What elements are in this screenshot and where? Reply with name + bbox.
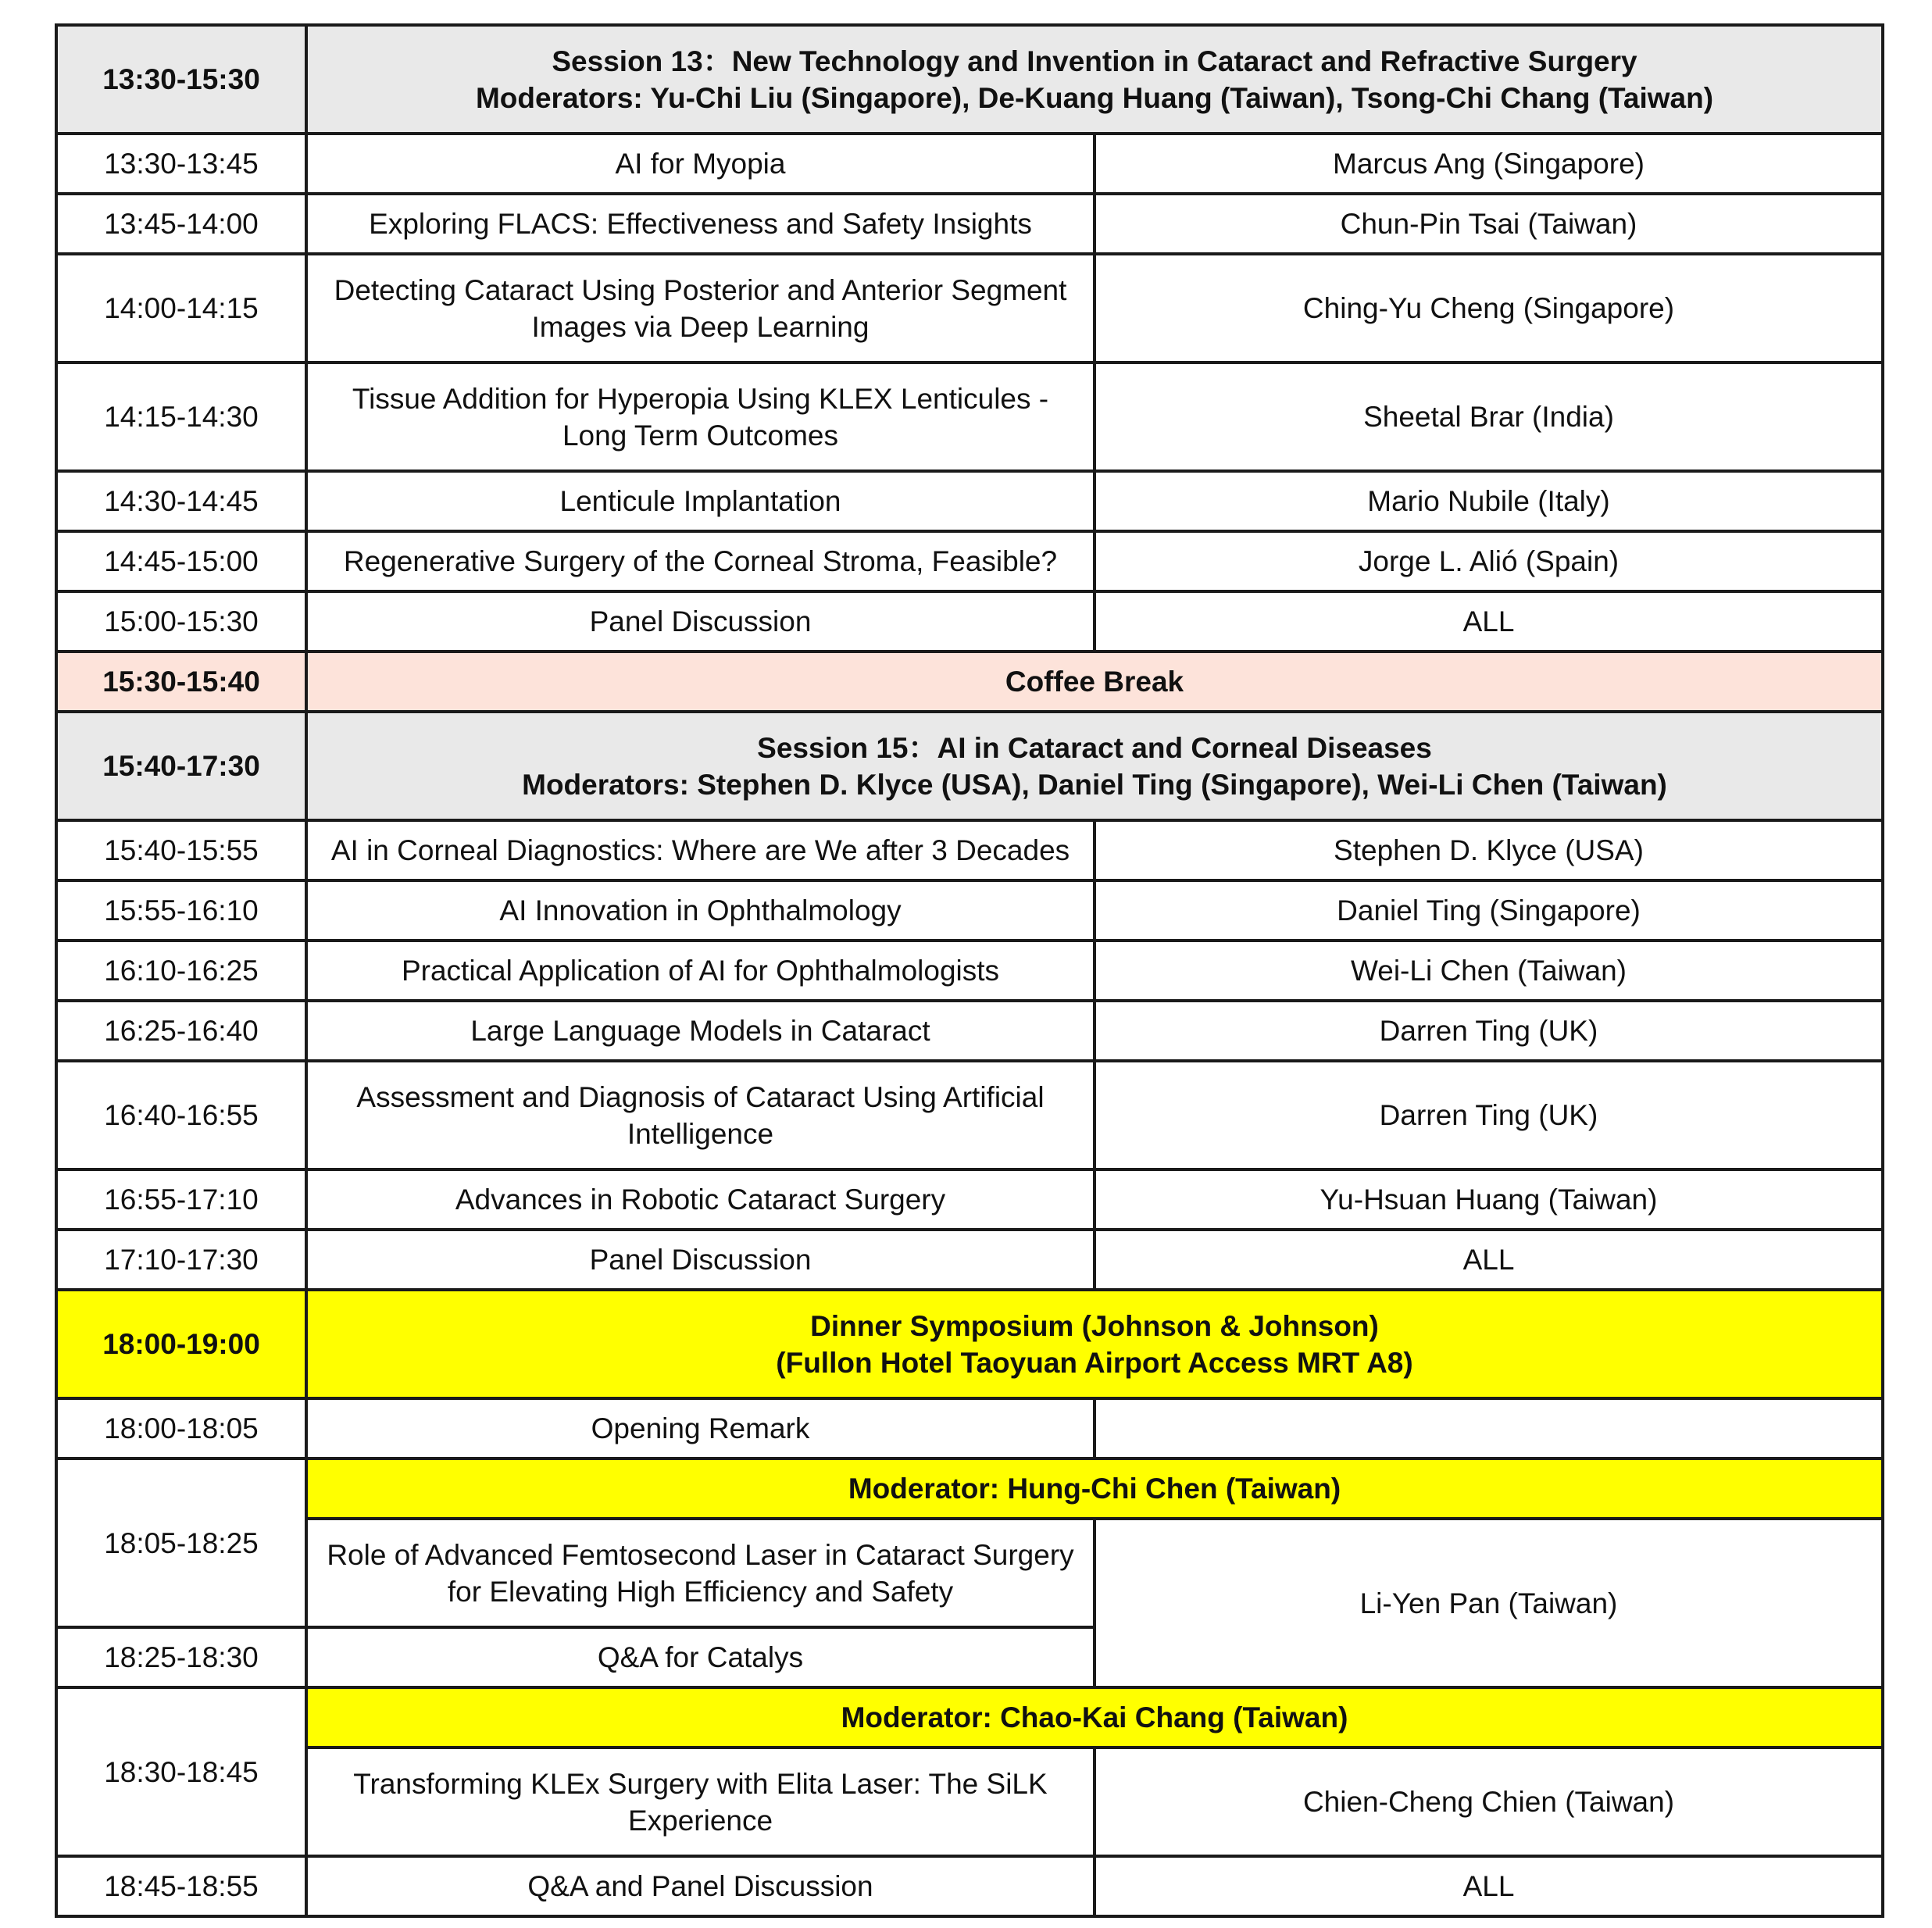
- table-row: [56, 1169, 1883, 1230]
- talk-time: 16:55-17:10: [56, 1169, 306, 1230]
- talk-speaker: ALL: [1095, 1856, 1883, 1916]
- talk-speaker: Chun-Pin Tsai (Taiwan): [1095, 194, 1883, 254]
- symposium-time: 18:00-19:00: [56, 1290, 306, 1398]
- table-row: [56, 1398, 1883, 1458]
- break-time: 15:30-15:40: [56, 652, 306, 712]
- talk-speaker: Darren Ting (UK): [1095, 1001, 1883, 1061]
- talk-title: AI for Myopia: [306, 134, 1095, 194]
- table-row: [56, 1519, 1883, 1627]
- talk-speaker: ALL: [1095, 1230, 1883, 1290]
- talk-speaker: Marcus Ang (Singapore): [1095, 134, 1883, 194]
- talk-speaker: Mario Nubile (Italy): [1095, 471, 1883, 531]
- talk-title: AI Innovation in Ophthalmology: [306, 880, 1095, 941]
- talk-title-line: Assessment and Diagnosis of Cataract Using Artificial: [356, 1080, 1045, 1113]
- talk-time: 13:45-14:00: [56, 194, 306, 254]
- table-row: [56, 362, 1883, 471]
- talk-speaker: Li-Yen Pan (Taiwan): [1095, 1519, 1883, 1687]
- symposium-title-cell: [306, 1290, 1883, 1398]
- table-row: [56, 1856, 1883, 1916]
- talk-time: 14:30-14:45: [56, 471, 306, 531]
- talk-title: [306, 362, 1095, 471]
- talk-title-line: Tissue Addition for Hyperopia Using KLEX Lenticules -: [352, 382, 1049, 415]
- symposium-title: Dinner Symposium (Johnson & Johnson): [810, 1309, 1379, 1342]
- talk-speaker: Chien-Cheng Chien (Taiwan): [1095, 1748, 1883, 1856]
- talk-title: Panel Discussion: [306, 591, 1095, 652]
- table-row: [56, 591, 1883, 652]
- table-row: [56, 254, 1883, 362]
- talk-title-line: Detecting Cataract Using Posterior and Anterior Segment: [334, 273, 1067, 306]
- break-title: Coffee Break: [306, 652, 1883, 712]
- talk-time: 16:40-16:55: [56, 1061, 306, 1169]
- talk-time: 18:05-18:25: [56, 1458, 306, 1627]
- moderator-banner: Moderator: Hung-Chi Chen (Taiwan): [306, 1458, 1883, 1519]
- talk-title: Q&A for Catalys: [306, 1627, 1095, 1687]
- table-row: [56, 1001, 1883, 1061]
- talk-title-line: Experience: [627, 1804, 773, 1837]
- talk-time: 14:00-14:15: [56, 254, 306, 362]
- symposium-venue: (Fullon Hotel Taoyuan Airport Access MRT A8): [776, 1346, 1413, 1379]
- talk-time: 18:45-18:55: [56, 1856, 306, 1916]
- table-row: [56, 1748, 1883, 1856]
- table-row: [56, 194, 1883, 254]
- session-title-cell: [306, 25, 1883, 134]
- talk-title: Regenerative Surgery of the Corneal Stroma, Feasible?: [306, 531, 1095, 591]
- talk-time: 14:45-15:00: [56, 531, 306, 591]
- program-schedule-table: [55, 23, 1884, 1918]
- talk-speaker: Yu-Hsuan Huang (Taiwan): [1095, 1169, 1883, 1230]
- moderator-banner: Moderator: Chao-Kai Chang (Taiwan): [306, 1687, 1883, 1748]
- talk-title: Lenticule Implantation: [306, 471, 1095, 531]
- talk-speaker: Jorge L. Alió (Spain): [1095, 531, 1883, 591]
- moderator-row: [56, 1458, 1883, 1519]
- talk-time: 15:00-15:30: [56, 591, 306, 652]
- talk-time: 17:10-17:30: [56, 1230, 306, 1290]
- session-title: Session 13：New Technology and Invention in Cataract and Refractive Surgery: [552, 45, 1637, 77]
- session-title: Session 15：AI in Cataract and Corneal Diseases: [757, 731, 1432, 764]
- table-row: [56, 941, 1883, 1001]
- talk-speaker: Daniel Ting (Singapore): [1095, 880, 1883, 941]
- talk-title-line: for Elevating High Efficiency and Safety: [447, 1575, 954, 1608]
- talk-title-line: Long Term Outcomes: [562, 419, 839, 452]
- session-time: 13:30-15:30: [56, 25, 306, 134]
- table-row: [56, 1230, 1883, 1290]
- session-title-cell: [306, 712, 1883, 820]
- talk-title-line: Role of Advanced Femtosecond Laser in Cataract Surgery: [327, 1538, 1074, 1571]
- session-moderators: Moderators: Yu-Chi Liu (Singapore), De-Kuang Huang (Taiwan), Tsong-Chi Chang (Taiwan): [475, 81, 1714, 114]
- table-row: [56, 1061, 1883, 1169]
- table-row: [56, 531, 1883, 591]
- session-13-header-row: [56, 25, 1883, 134]
- dinner-symposium-header-row: [56, 1290, 1883, 1398]
- coffee-break-row: [56, 652, 1883, 712]
- talk-time: 15:55-16:10: [56, 880, 306, 941]
- talk-time: 18:25-18:30: [56, 1627, 306, 1687]
- talk-title-line: Transforming KLEx Surgery with Elita Laser: The SiLK: [353, 1767, 1048, 1800]
- talk-title: [306, 1519, 1095, 1627]
- talk-title-line: Images via Deep Learning: [531, 310, 870, 343]
- talk-speaker: Wei-Li Chen (Taiwan): [1095, 941, 1883, 1001]
- talk-speaker: [1095, 1398, 1883, 1458]
- talk-title: AI in Corneal Diagnostics: Where are We after 3 Decades: [306, 820, 1095, 880]
- talk-title: Q&A and Panel Discussion: [306, 1856, 1095, 1916]
- talk-speaker: Stephen D. Klyce (USA): [1095, 820, 1883, 880]
- session-time: 15:40-17:30: [56, 712, 306, 820]
- talk-speaker: Darren Ting (UK): [1095, 1061, 1883, 1169]
- moderator-row: [56, 1687, 1883, 1748]
- talk-time: 18:00-18:05: [56, 1398, 306, 1458]
- talk-time: 13:30-13:45: [56, 134, 306, 194]
- talk-title-line: Intelligence: [627, 1117, 774, 1150]
- talk-speaker: ALL: [1095, 591, 1883, 652]
- talk-title: Practical Application of AI for Ophthalmologists: [306, 941, 1095, 1001]
- talk-speaker: Sheetal Brar (India): [1095, 362, 1883, 471]
- talk-time: 14:15-14:30: [56, 362, 306, 471]
- talk-title: [306, 1748, 1095, 1856]
- talk-time: 15:40-15:55: [56, 820, 306, 880]
- talk-time: 16:25-16:40: [56, 1001, 306, 1061]
- talk-title: Advances in Robotic Cataract Surgery: [306, 1169, 1095, 1230]
- session-moderators: Moderators: Stephen D. Klyce (USA), Daniel Ting (Singapore), Wei-Li Chen (Taiwan): [522, 768, 1667, 801]
- talk-title: Panel Discussion: [306, 1230, 1095, 1290]
- talk-title: Exploring FLACS: Effectiveness and Safety Insights: [306, 194, 1095, 254]
- session-15-header-row: [56, 712, 1883, 820]
- talk-time: 18:30-18:45: [56, 1687, 306, 1856]
- table-row: [56, 134, 1883, 194]
- talk-title: [306, 1061, 1095, 1169]
- talk-title: Large Language Models in Cataract: [306, 1001, 1095, 1061]
- table-row: [56, 471, 1883, 531]
- table-row: [56, 820, 1883, 880]
- talk-speaker: Ching-Yu Cheng (Singapore): [1095, 254, 1883, 362]
- talk-time: 16:10-16:25: [56, 941, 306, 1001]
- talk-title: Opening Remark: [306, 1398, 1095, 1458]
- talk-title: [306, 254, 1095, 362]
- table-row: [56, 880, 1883, 941]
